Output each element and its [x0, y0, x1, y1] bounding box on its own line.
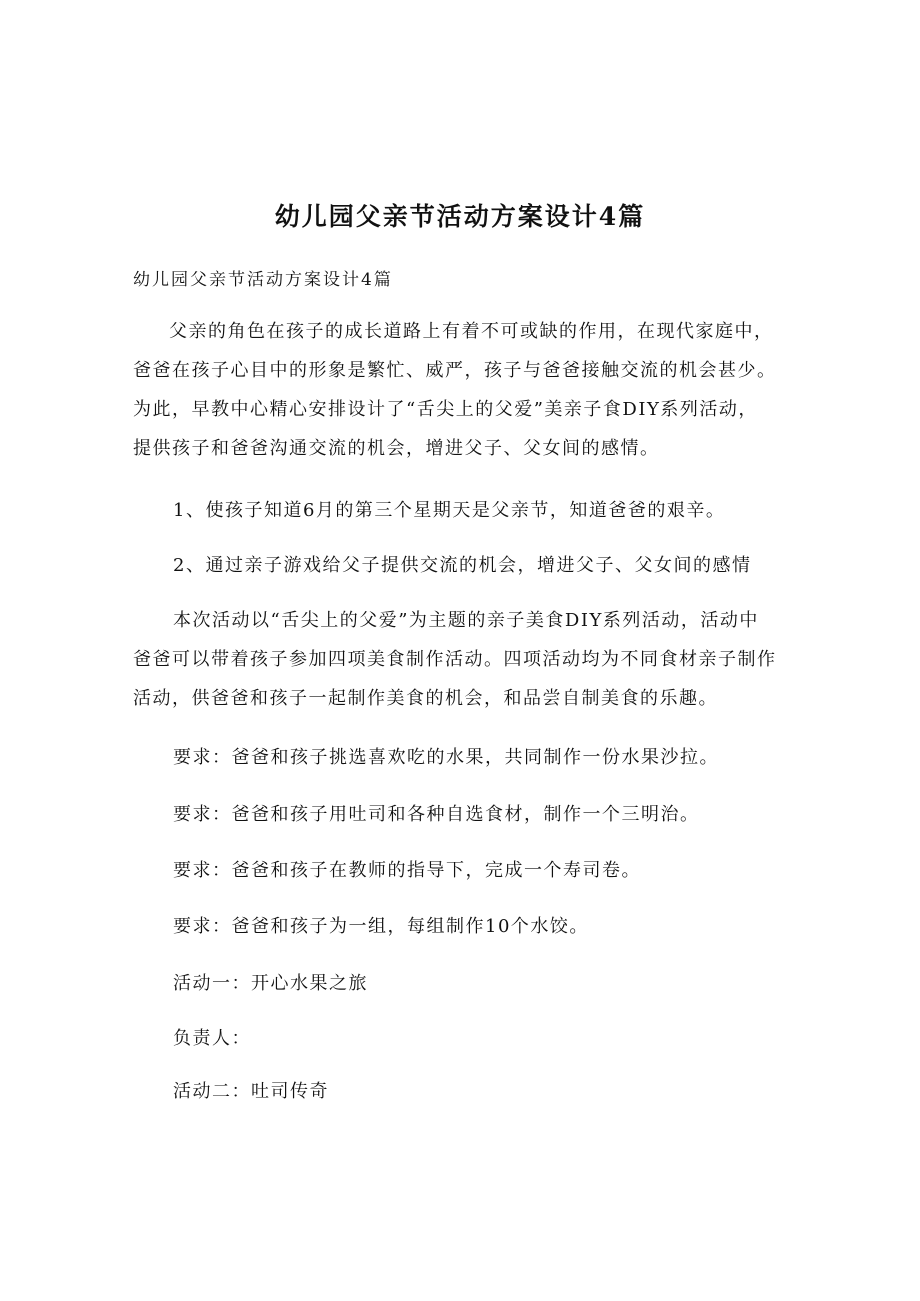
requirement-4: 要求：爸爸和孩子为一组，每组制作10个水饺。	[173, 916, 589, 937]
description-line: 爸爸可以带着孩子参加四项美食制作活动。四项活动均为不同食材亲子制作	[133, 649, 777, 670]
activity-1-heading: 活动一：开心水果之旅	[173, 973, 368, 994]
objective-text: 2、通过亲子游戏给父子提供交流的机会，增进父子、父女间的感情	[173, 555, 752, 576]
objective-1	[173, 491, 813, 530]
requirement-1: 要求：爸爸和孩子挑选喜欢吃的水果，共同制作一份水果沙拉。	[173, 747, 719, 768]
objective-2	[173, 546, 813, 585]
requirement-3: 要求：爸爸和孩子在教师的指导下，完成一个寿司卷。	[173, 860, 641, 881]
description-line: 活动，供爸爸和孩子一起制作美食的机会，和品尝自制美食的乐趣。	[133, 688, 718, 709]
intro-line: 提供孩子和爸爸沟通交流的机会，增进父子、父女间的感情。	[133, 438, 660, 459]
objective-text: 1、使孩子知道6月的第三个星期天是父亲节，知道爸爸的艰辛。	[173, 500, 726, 521]
description-paragraph	[133, 601, 813, 718]
intro-paragraph	[133, 312, 813, 468]
intro-line: 父亲的角色在孩子的成长道路上有着不可或缺的作用，在现代家庭中，	[169, 321, 774, 342]
requirement-2: 要求：爸爸和孩子用吐司和各种自选食材，制作一个三明治。	[173, 804, 700, 825]
intro-line: 为此，早教中心精心安排设计了“舌尖上的父爱”美亲子食DIY系列活动，	[133, 399, 758, 420]
activity-2-heading: 活动二：吐司传奇	[173, 1081, 329, 1102]
document-title: 幼儿园父亲节活动方案设计4篇	[274, 202, 646, 231]
intro-line: 爸爸在孩子心目中的形象是繁忙、威严，孩子与爸爸接触交流的机会甚少。	[133, 360, 777, 381]
document-subtitle: 幼儿园父亲节活动方案设计4篇	[133, 270, 393, 290]
description-line: 本次活动以“舌尖上的父爱”为主题的亲子美食DIY系列活动，活动中	[173, 610, 759, 631]
person-in-charge: 负责人：	[173, 1028, 251, 1049]
